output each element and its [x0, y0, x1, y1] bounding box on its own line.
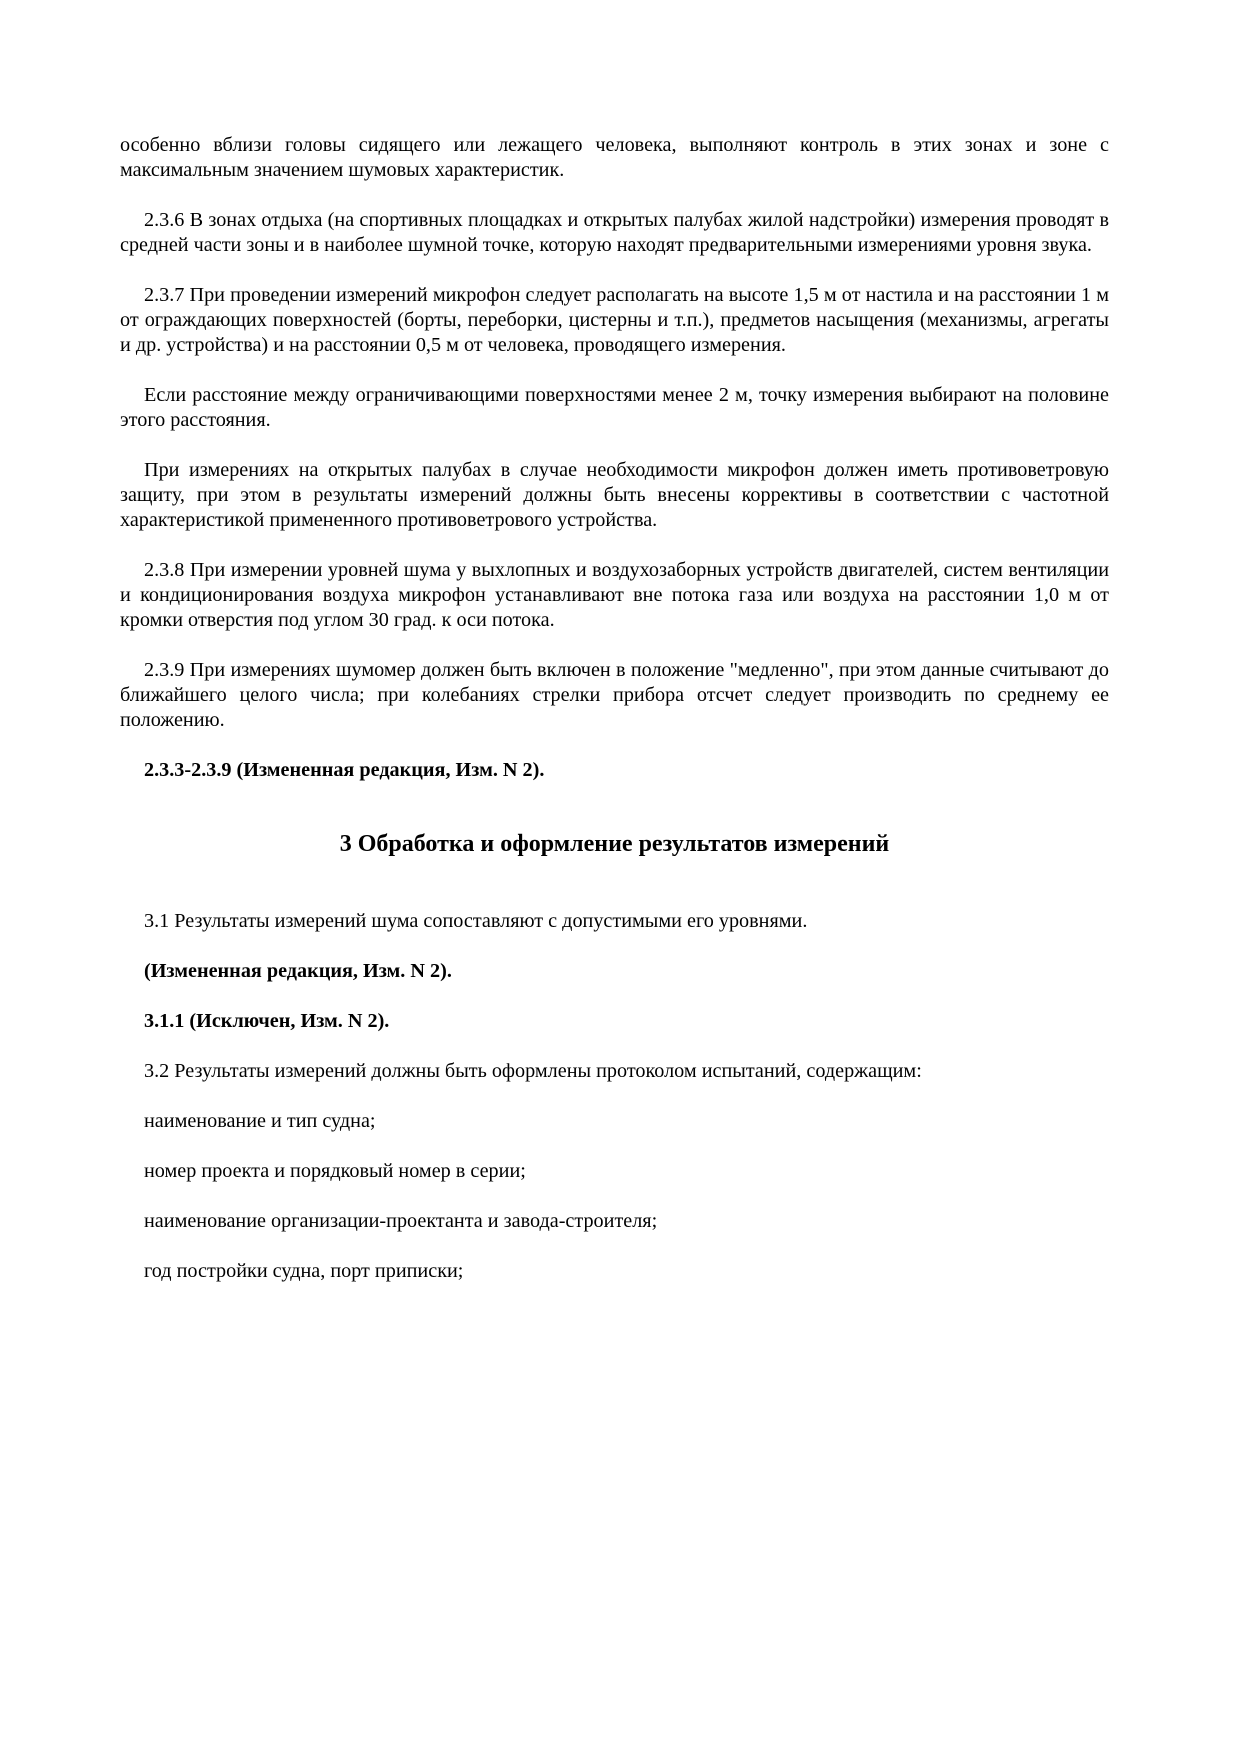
paragraph-continuation: особенно вблизи головы сидящего или лежащего человека, выполняют контроль в этих зонах и зоне с максимальным значением шумовых характеристик. [120, 134, 1109, 181]
list-item-project-number: номер проекта и порядковый номер в серии; [144, 1160, 526, 1182]
list-item-ship-name: наименование и тип судна; [144, 1110, 376, 1132]
document-page [120, 133, 1109, 1309]
amendment-note-2-3: 2.3.3-2.3.9 (Измененная редакция, Изм. N 2). [144, 759, 545, 781]
paragraph-3-1: 3.1 Результаты измерений шума сопоставляют с допустимыми его уровнями. [144, 910, 808, 932]
section-heading: 3 Обработка и оформление результатов измерений [339, 831, 890, 857]
paragraph-2-3-9: 2.3.9 При измерениях шумомер должен быть включен в положение "медленно", при этом данные считывают до ближайшего целого числа; при колебаниях стрелки прибора отсчет следует производить по среднему ее положению. [120, 659, 1109, 731]
paragraph-2-3-6: 2.3.6 В зонах отдыха (на спортивных площадках и открытых палубах жилой надстройки) измерения проводят в средней части зоны и в наиболее шумной точке, которую находят предварительными измерениями уровня звука. [120, 209, 1109, 256]
paragraph-distance-rule: Если расстояние между ограничивающими поверхностями менее 2 м, точку измерения выбирают на половине этого расстояния. [120, 384, 1109, 431]
amendment-note-3-1: (Измененная редакция, Изм. N 2). [144, 960, 452, 982]
list-item-organization: наименование организации-проектанта и завода-строителя; [144, 1210, 658, 1232]
excluded-note-3-1-1: 3.1.1 (Исключен, Изм. N 2). [144, 1010, 390, 1032]
paragraph-wind-protection: При измерениях на открытых палубах в случае необходимости микрофон должен иметь противоветровую защиту, при этом в результаты измерений должны быть внесены коррективы в соответствии с частотной характеристикой примененного противоветрового устройства. [120, 459, 1109, 531]
paragraph-3-2: 3.2 Результаты измерений должны быть оформлены протоколом испытаний, содержащим: [144, 1060, 922, 1082]
list-item-build-year: год постройки судна, порт приписки; [144, 1260, 464, 1282]
paragraph-2-3-8: 2.3.8 При измерении уровней шума у выхлопных и воздухозаборных устройств двигателей, систем вентиляции и кондиционирования воздуха микрофон устанавливают вне потока газа или воздуха на расстоянии 1,0 м от кромки отверстия под углом 30 град. к оси потока. [120, 559, 1109, 631]
paragraph-2-3-7: 2.3.7 При проведении измерений микрофон следует располагать на высоте 1,5 м от настила и на расстоянии 1 м от ограждающих поверхностей (борты, переборки, цистерны и т.п.), предметов насыщения (механизмы, агрегаты и др. устройства) и на расстоянии 0,5 м от человека, проводящего измерения. [120, 284, 1109, 356]
